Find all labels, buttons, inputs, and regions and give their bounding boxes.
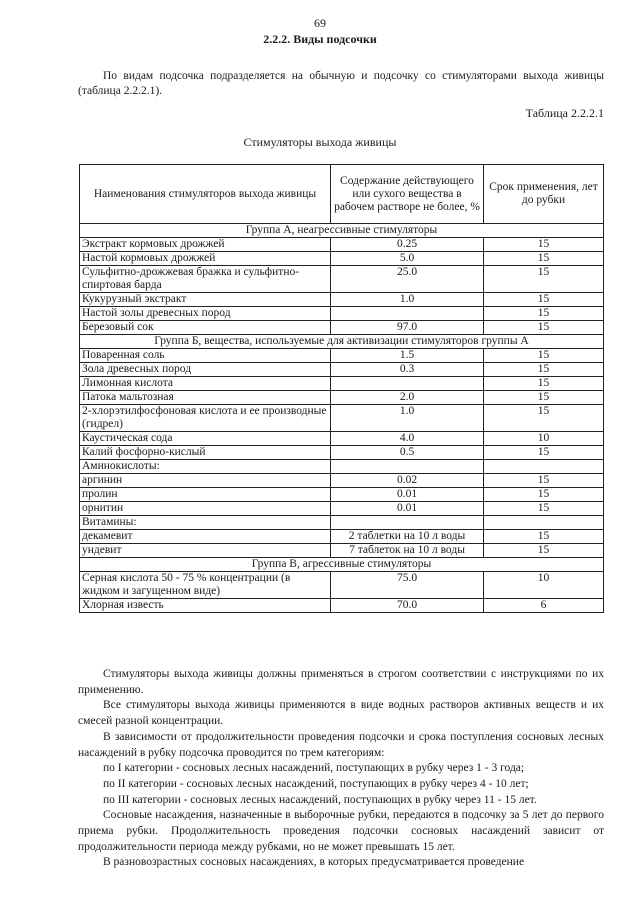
- cell-name: Поваренная соль: [80, 349, 331, 363]
- table-row: [80, 572, 604, 599]
- cell-content: 0.02: [331, 474, 484, 488]
- cell-term: 10: [484, 572, 604, 599]
- cell-content: [331, 516, 484, 530]
- paragraph-3: В зависимости от продолжительности проведения подсочки и срока поступления сосновых лесных насаждений в рубку подсочка проводится по трем категориям:: [78, 730, 604, 759]
- cell-term: 15: [484, 349, 604, 363]
- group-title: Группа В, агрессивные стимуляторы: [80, 558, 604, 572]
- category-2: по II категории - сосновых лесных насаждений, поступающих в рубку через 4 - 10 лет;: [103, 777, 529, 790]
- cell-term: 15: [484, 266, 604, 293]
- cell-name: Хлорная известь: [80, 599, 331, 613]
- cell-content: [331, 460, 484, 474]
- cell-term: 15: [484, 238, 604, 252]
- page-number: 69: [314, 16, 326, 30]
- table-row: [80, 544, 604, 558]
- table-row: [80, 363, 604, 377]
- stimulators-table: [79, 164, 604, 613]
- cell-term: 15: [484, 321, 604, 335]
- cell-term: 15: [484, 405, 604, 432]
- table-row: [80, 349, 604, 363]
- cell-term: 15: [484, 530, 604, 544]
- table-row: [80, 266, 604, 293]
- cell-content: 0.01: [331, 488, 484, 502]
- table-row: [80, 377, 604, 391]
- cell-content: 1.0: [331, 405, 484, 432]
- table-row: [80, 530, 604, 544]
- cell-term: 15: [484, 446, 604, 460]
- cell-content: 7 таблеток на 10 л воды: [331, 544, 484, 558]
- cell-name: Настой кормовых дрожжей: [80, 252, 331, 266]
- cell-content: 0.25: [331, 238, 484, 252]
- cell-content: 1.0: [331, 293, 484, 307]
- cell-name: Сульфитно-дрожжевая бражка и сульфитно-спиртовая барда: [80, 266, 331, 293]
- cell-content: [331, 377, 484, 391]
- cell-term: 15: [484, 307, 604, 321]
- cell-name: Витамины:: [80, 516, 331, 530]
- cell-name: ундевит: [80, 544, 331, 558]
- cell-content: 70.0: [331, 599, 484, 613]
- header-content: Содержание действующего или сухого вещества в рабочем растворе не более, %: [331, 165, 484, 224]
- table-group-row: [80, 335, 604, 349]
- table-row: [80, 432, 604, 446]
- cell-name: пролин: [80, 488, 331, 502]
- cell-content: 5.0: [331, 252, 484, 266]
- paragraph-5: В разновозрастных сосновых насаждениях, в которых предусматривается проведение: [103, 856, 525, 869]
- cell-term: 15: [484, 252, 604, 266]
- cell-term: 15: [484, 293, 604, 307]
- header-term: Срок применения, лет до рубки: [484, 165, 604, 224]
- paragraph-4: Сосновые насаждения, назначенные в выборочные рубки, передаются в подсочку за 5 лет до первого приема рубки. Продолжительность проведения подсочки сосновых насаждений зависит от продолжительности периода между рубками, но не может превышать 15 лет.: [78, 809, 604, 853]
- cell-term: 10: [484, 432, 604, 446]
- cell-content: 0.01: [331, 502, 484, 516]
- table-row: [80, 446, 604, 460]
- cell-content: [331, 307, 484, 321]
- cell-term: [484, 460, 604, 474]
- paragraph-1: Стимуляторы выхода живицы должны применяться в строгом соответствии с инструкциями по их применению.: [78, 668, 604, 696]
- table-body: [80, 224, 604, 613]
- cell-name: декамевит: [80, 530, 331, 544]
- cell-term: 15: [484, 391, 604, 405]
- group-title: Группа А, неагрессивные стимуляторы: [80, 224, 604, 238]
- cell-name: 2-хлорэтилфосфоновая кислота и ее производные (гидрел): [80, 405, 331, 432]
- paragraph-2: Все стимуляторы выхода живицы применяются в виде водных растворов активных веществ и их смесей разной концентрации.: [78, 699, 604, 728]
- cell-name: орнитин: [80, 502, 331, 516]
- header-name: Наименования стимуляторов выхода живицы: [80, 165, 331, 224]
- cell-name: Патока мальтозная: [80, 391, 331, 405]
- table-row: [80, 307, 604, 321]
- group-title: Группа Б, вещества, используемые для активизации стимуляторов группы А: [80, 335, 604, 349]
- table-row: [80, 460, 604, 474]
- cell-term: [484, 516, 604, 530]
- cell-name: Лимонная кислота: [80, 377, 331, 391]
- cell-content: 1.5: [331, 349, 484, 363]
- table-row: [80, 599, 604, 613]
- cell-name: Березовый сок: [80, 321, 331, 335]
- cell-term: 15: [484, 544, 604, 558]
- table-group-row: [80, 558, 604, 572]
- table-label: Таблица 2.2.2.1: [525, 106, 604, 120]
- table-row: [80, 516, 604, 530]
- cell-term: 6: [484, 599, 604, 613]
- cell-name: Настой золы древесных пород: [80, 307, 331, 321]
- cell-content: 0.5: [331, 446, 484, 460]
- cell-name: Экстракт кормовых дрожжей: [80, 238, 331, 252]
- cell-content: 4.0: [331, 432, 484, 446]
- cell-content: 0.3: [331, 363, 484, 377]
- cell-content: 2 таблетки на 10 л воды: [331, 530, 484, 544]
- section-heading: 2.2.2. Виды подсочки: [263, 32, 377, 46]
- table-row: [80, 488, 604, 502]
- cell-name: Калий фосфорно-кислый: [80, 446, 331, 460]
- cell-name: Каустическая сода: [80, 432, 331, 446]
- category-1: по I категории - сосновых лесных насаждений, поступающих в рубку через 1 - 3 года;: [103, 762, 525, 775]
- cell-content: 25.0: [331, 266, 484, 293]
- table-header-row: [80, 165, 604, 224]
- table-row: [80, 321, 604, 335]
- table-caption: Стимуляторы выхода живицы: [243, 135, 397, 149]
- table-row: [80, 474, 604, 488]
- cell-term: 15: [484, 377, 604, 391]
- cell-name: Аминокислоты:: [80, 460, 331, 474]
- table-row: [80, 405, 604, 432]
- cell-name: Серная кислота 50 - 75 % концентрации (в жидком и загущенном виде): [80, 572, 331, 599]
- cell-name: аргинин: [80, 474, 331, 488]
- table-row: [80, 252, 604, 266]
- cell-name: Кукурузный экстракт: [80, 293, 331, 307]
- cell-content: 97.0: [331, 321, 484, 335]
- table-row: [80, 502, 604, 516]
- table-row: [80, 391, 604, 405]
- cell-term: 15: [484, 363, 604, 377]
- table-row: [80, 238, 604, 252]
- cell-term: 15: [484, 502, 604, 516]
- cell-content: 2.0: [331, 391, 484, 405]
- table-row: [80, 293, 604, 307]
- category-3: по III категории - сосновых лесных насаждений, поступающих в рубку через 11 - 15 лет.: [103, 793, 537, 806]
- cell-name: Зола древесных пород: [80, 363, 331, 377]
- table-group-row: [80, 224, 604, 238]
- intro-paragraph: По видам подсочка подразделяется на обычную и подсочку со стимуляторами выхода живицы (таблица 2.2.2.1).: [78, 70, 604, 97]
- cell-term: 15: [484, 488, 604, 502]
- cell-term: 15: [484, 474, 604, 488]
- cell-content: 75.0: [331, 572, 484, 599]
- body-text: [78, 667, 604, 871]
